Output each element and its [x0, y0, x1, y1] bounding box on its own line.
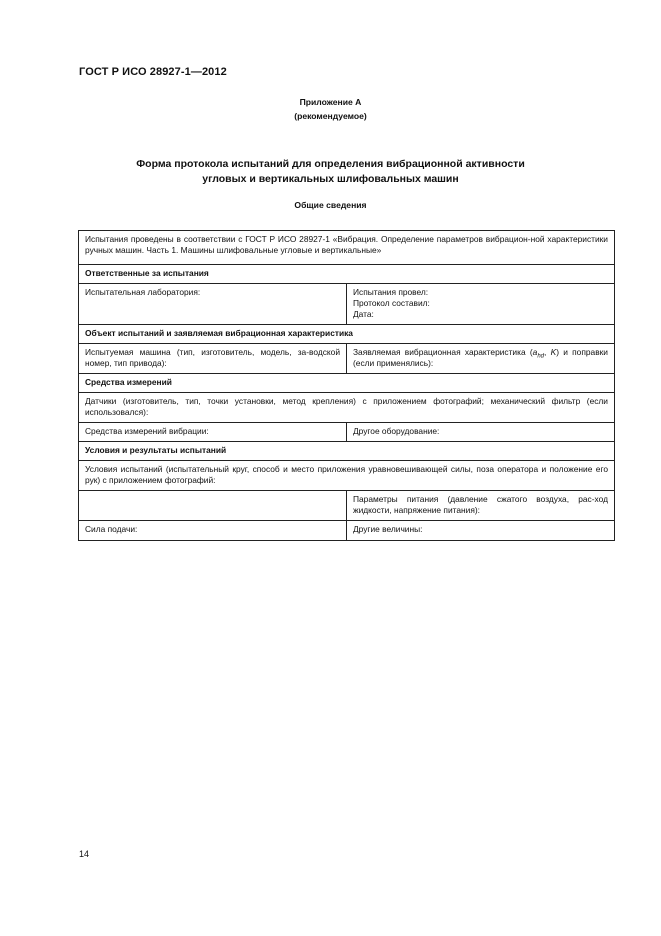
date-field[interactable]: Дата:	[353, 309, 374, 319]
form-title-line-2: угловых и вертикальных шлифовальных машин	[202, 173, 459, 185]
table-row	[79, 423, 615, 442]
page-number: 14	[79, 849, 90, 859]
section-title: Общие сведения	[294, 200, 367, 210]
form-title-line-1: Форма протокола испытаний для определения вибрационной активности	[136, 158, 525, 170]
table-row	[79, 442, 615, 461]
machine-label: Испытуемая машина (тип, изготовитель, модель, за-водской номер, тип привода):	[85, 347, 340, 368]
table-row	[79, 344, 615, 374]
feed-force-field[interactable]: Сила подачи:	[79, 521, 347, 541]
form-title	[0, 157, 661, 187]
test-conditions-field[interactable]	[79, 461, 615, 491]
table-row	[79, 461, 615, 491]
document-standard-header: ГОСТ Р ИСО 28927-1—2012	[79, 66, 227, 78]
table-row	[79, 284, 615, 325]
other-values-field[interactable]: Другие величины:	[347, 521, 615, 541]
table-row	[79, 521, 615, 541]
table-row	[79, 325, 615, 344]
annex-heading	[0, 95, 661, 123]
instruments-header: Средства измерений	[79, 374, 615, 393]
empty-cell	[79, 491, 347, 521]
table-row	[79, 265, 615, 284]
machine-field[interactable]	[79, 344, 347, 374]
table-row	[79, 374, 615, 393]
responsible-header: Ответственные за испытания	[79, 265, 615, 284]
other-equipment-field[interactable]: Другое оборудование:	[347, 423, 615, 442]
report-by-field[interactable]: Протокол составил:	[353, 298, 430, 308]
annex-title: Приложение А	[299, 97, 362, 107]
declared-vibration-label: Заявляемая вибрационная характеристика ($a_{hd}$, K) и поправки (если применялись):	[353, 347, 608, 368]
table-row	[79, 393, 615, 423]
table-row	[79, 491, 615, 521]
declared-vibration-field[interactable]	[347, 344, 615, 374]
lab-field[interactable]: Испытательная лаборатория:	[79, 284, 347, 325]
sensors-field[interactable]	[79, 393, 615, 423]
intro-text: Испытания проведены в соответствии с ГОСТ Р ИСО 28927-1 «Вибрация. Определение параметров вибрацион-ной характеристики ручных машин. Часть 1. Машины шлифовальные угловые и вертикальные»	[85, 234, 608, 255]
table-row	[79, 231, 615, 265]
intro-cell	[79, 231, 615, 265]
power-parameters-label: Параметры питания (давление сжатого воздуха, рас-ход жидкости, напряжение питания):	[353, 494, 608, 515]
sensors-label: Датчики (изготовитель, тип, точки установки, метод крепления) с приложением фотографий; механический фильтр (если использовался):	[85, 396, 608, 417]
vibration-instruments-field[interactable]: Средства измерений вибрации:	[79, 423, 347, 442]
tested-by-field[interactable]: Испытания провел:	[353, 287, 429, 297]
conditions-header: Условия и результаты испытаний	[79, 442, 615, 461]
annex-status: (рекомендуемое)	[294, 111, 367, 121]
power-parameters-field[interactable]	[347, 491, 615, 521]
protocol-form-table	[78, 230, 615, 541]
object-header: Объект испытаний и заявляемая вибрационная характеристика	[79, 325, 615, 344]
responsible-people-cell	[347, 284, 615, 325]
test-conditions-label: Условия испытаний (испытательный круг, способ и место приложения уравновешивающей силы, поза оператора и положение его рук) с приложением фотографий:	[85, 464, 608, 485]
